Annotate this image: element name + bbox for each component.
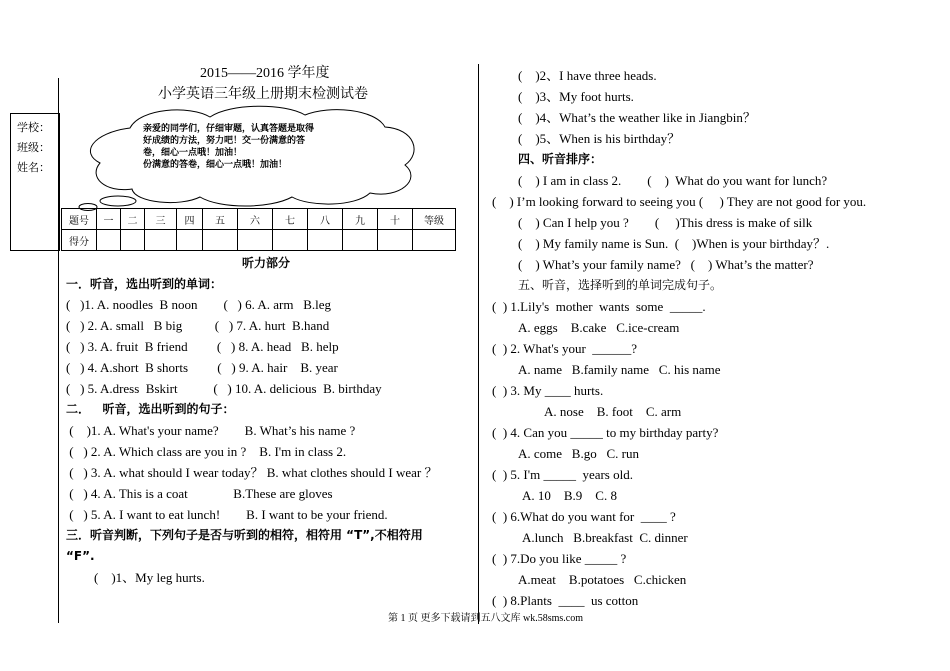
bubble-line-2: 好成绩的方法，努力吧！交一份满意的答 xyxy=(143,136,306,146)
s5-a5: A. 10 B.9 C. 8 xyxy=(522,488,617,503)
s3-item-1: ( )1、My leg hurts. xyxy=(94,570,205,585)
score-table-row: 得分 xyxy=(62,230,456,251)
s5-q1: ( ) 1.Lily's mother wants some _____. xyxy=(492,299,706,314)
section-3-title: 三．听音判断，下列句子是否与听到的相符，相符用 “T”,不相符用 xyxy=(66,528,423,542)
exam-title: 小学英语三年级上册期末检测试卷 xyxy=(158,87,368,102)
s2-item-4: ( ) 4. A. This is a coat B.These are gloves xyxy=(66,486,333,501)
s2-item-3: ( ) 3. A. what should I wear today？ B. what clothes should I wear ？ xyxy=(66,465,438,480)
student-info-box xyxy=(10,113,60,251)
bubble-line-4: 份满意的答卷，细心一点哦！加油！ xyxy=(143,160,288,170)
s5-q6: ( ) 6.What do you want for ____ ? xyxy=(492,509,676,524)
s3-item-2: ( )2、I have three heads. xyxy=(518,68,657,83)
s5-a7: A.meat B.potatoes C.chicken xyxy=(518,572,687,587)
s1-item-5: ( ) 5. A.dress Bskirt ( ) 10. A. delicious B. birthday xyxy=(66,381,382,396)
page-footer: 第 1 页 更多下载请到五八文库 wk.58sms.com xyxy=(388,613,583,624)
section-5-title: 五、听音，选择听到的单词完成句子。 xyxy=(518,278,723,292)
listening-heading: 听力部分 xyxy=(242,256,291,270)
exam-year: 2015——2016 学年度 xyxy=(200,66,330,81)
s5-a1: A. eggs B.cake C.ice-cream xyxy=(518,320,680,335)
score-table xyxy=(61,208,456,251)
s5-a2: A. name B.family name C. his name xyxy=(518,362,721,377)
section-2-title: 二． 听音，选出听到的句子： xyxy=(66,402,235,416)
section-3-title-cont: “F”. xyxy=(66,549,95,563)
section-4-title: 四、听音排序： xyxy=(518,152,603,166)
s3-item-5: ( )5、When is his birthday？ xyxy=(518,131,681,146)
s1-item-2: ( ) 2. A. small B big ( ) 7. A. hurt B.hand xyxy=(66,318,330,333)
s3-item-3: ( )3、My foot hurts. xyxy=(518,89,634,104)
s5-q5: ( ) 5. I'm _____ years old. xyxy=(492,467,633,482)
name-label: 姓名： xyxy=(17,161,50,174)
s5-a4: A. come B.go C. run xyxy=(518,446,639,461)
s5-q4: ( ) 4. Can you _____ to my birthday party? xyxy=(492,425,719,440)
bubble-line-3: 卷，细心一点哦！加油！ xyxy=(143,148,243,158)
s3-item-4: ( )4、What’s the weather like in Jiangbin？ xyxy=(518,110,756,125)
s2-item-5: ( ) 5. A. I want to eat lunch! B. I want to be your friend. xyxy=(66,507,388,522)
column-divider xyxy=(478,64,479,624)
school-label: 学校： xyxy=(17,121,50,134)
s4-item-3: ( ) Can I help you ? ( )This dress is make of silk xyxy=(518,215,813,230)
s5-a6: A.lunch B.breakfast C. dinner xyxy=(522,530,688,545)
s1-item-3: ( ) 3. A. fruit B friend ( ) 8. A. head B. help xyxy=(66,339,339,354)
s5-q3: ( ) 3. My ____ hurts. xyxy=(492,383,604,398)
s2-item-1: ( )1. A. What's your name? B. What’s his name ? xyxy=(66,423,356,438)
s4-item-5: ( ) What’s your family name? ( ) What’s the matter? xyxy=(518,257,814,272)
section-1-title: 一．听音，选出听到的单词： xyxy=(66,277,223,291)
s4-item-2: ( ) I’m looking forward to seeing you ( ) They are not good for you. xyxy=(492,194,867,209)
s5-a3: A. nose B. foot C. arm xyxy=(544,404,682,419)
s5-q8: ( ) 8.Plants ____ us cotton xyxy=(492,593,639,608)
s1-item-1: ( )1. A. noodles B noon ( ) 6. A. arm B.leg xyxy=(66,297,332,312)
s5-q7: ( ) 7.Do you like _____ ? xyxy=(492,551,627,566)
s4-item-1: ( ) I am in class 2. ( ) What do you want for lunch? xyxy=(518,173,828,188)
class-label: 班级： xyxy=(17,141,50,154)
bubble-line-1: 亲爱的同学们，仔细审题，认真答题是取得 xyxy=(143,124,315,134)
s4-item-4: ( ) My family name is Sun. ( )When is your birthday？. xyxy=(518,236,830,251)
s5-q2: ( ) 2. What's your ______? xyxy=(492,341,638,356)
cloud-bubble-icon xyxy=(70,103,440,213)
s2-item-2: ( ) 2. A. Which class are you in ? B. I'm in class 2. xyxy=(66,444,347,459)
score-table-header: 题号 一 二 三 四 五 六 七 八 九 十 等级 xyxy=(62,209,456,230)
s1-item-4: ( ) 4. A.short B shorts ( ) 9. A. hair B. year xyxy=(66,360,338,375)
